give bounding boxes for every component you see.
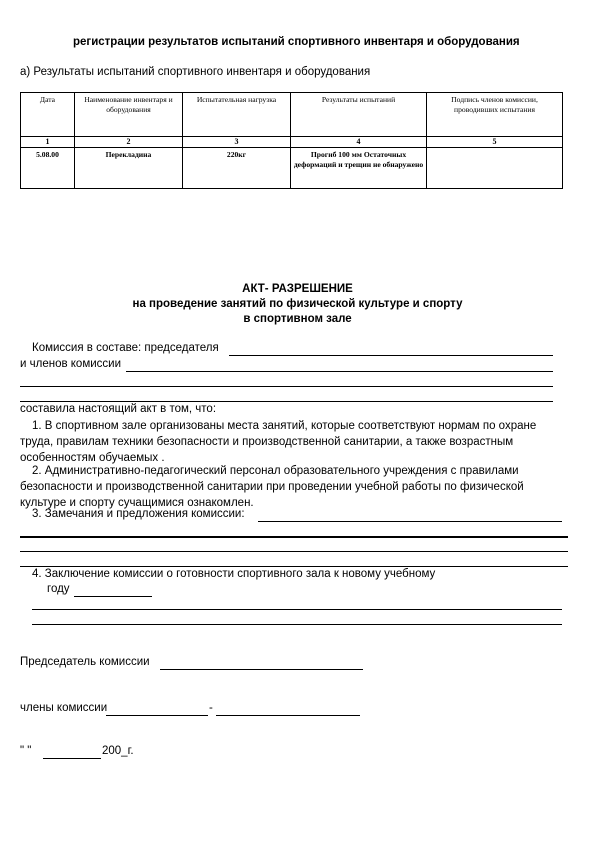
document-title: регистрации результатов испытаний спортивного инвентаря и оборудования xyxy=(73,36,520,48)
remarks-fill-line[interactable] xyxy=(20,551,568,552)
column-header: Испытательная нагрузка xyxy=(183,93,291,137)
column-header: Результаты испытаний xyxy=(291,93,427,137)
cell-date: 5.08.00 xyxy=(21,148,75,189)
item-3-text: 3. Замечания и предложения комиссии: xyxy=(32,508,245,520)
members-fill-line[interactable] xyxy=(126,371,553,372)
members-label: члены комиссии xyxy=(20,702,108,714)
remarks-fill-line[interactable] xyxy=(20,536,568,538)
results-table xyxy=(20,92,563,189)
act-subtitle: на проведение занятий по физической культуре и спорту xyxy=(132,298,463,310)
column-number: 4 xyxy=(291,137,427,148)
cell-item: Перекладина xyxy=(75,148,183,189)
commission-chair-label: Комиссия в составе: председателя xyxy=(32,342,219,354)
chair-fill-line[interactable] xyxy=(229,355,553,356)
chairman-signature-line[interactable] xyxy=(160,669,363,670)
item-2-text: 2. Административно-педагогический персонал образовательного учреждения с правилами безопасности и производственной санитарии при проведении учебной работы по физической культуре и спорту сучащимися ознакомлен. xyxy=(20,465,524,509)
member-signature-line[interactable] xyxy=(106,715,208,716)
column-number: 1 xyxy=(21,137,75,148)
cell-signature xyxy=(427,148,563,189)
item-4-year-label: году xyxy=(47,583,70,595)
column-header: Дата xyxy=(21,93,75,137)
table-header-row xyxy=(21,93,563,137)
column-number: 3 xyxy=(183,137,291,148)
date-fill-line[interactable] xyxy=(43,758,101,759)
column-header: Подпись членов комиссии, проводивших испытания xyxy=(427,93,563,137)
chairman-label: Председатель комиссии xyxy=(20,656,150,668)
date-year: 200_г. xyxy=(102,745,134,757)
column-number: 2 xyxy=(75,137,183,148)
column-header: Наименование инвентаря и оборудования xyxy=(75,93,183,137)
cell-result: Прогиб 100 мм Остаточных деформаций и трещин не обнаружено xyxy=(291,148,427,189)
act-title: АКТ- РАЗРЕШЕНИЕ xyxy=(242,283,353,295)
section-a-heading: а) Результаты испытаний спортивного инвентаря и оборудования xyxy=(20,66,371,78)
composed-text: составила настоящий акт в том, что: xyxy=(20,403,217,415)
year-fill-line[interactable] xyxy=(74,596,152,597)
remarks-fill-line[interactable] xyxy=(20,566,568,567)
column-number: 5 xyxy=(427,137,563,148)
remarks-fill-line[interactable] xyxy=(258,521,562,522)
conclusion-fill-line[interactable] xyxy=(32,609,562,610)
act-subtitle: в спортивном зале xyxy=(243,313,352,325)
table-row xyxy=(21,148,563,189)
commission-members-label: и членов комиссии xyxy=(20,358,122,370)
table-number-row xyxy=(21,137,563,148)
item-4-text: 4. Заключение комиссии о готовности спортивного зала к новому учебному xyxy=(32,568,436,580)
members-fill-line[interactable] xyxy=(20,401,553,402)
conclusion-fill-line[interactable] xyxy=(32,624,562,625)
member-signature-line[interactable] xyxy=(216,715,360,716)
date-quotes: " " xyxy=(20,745,32,757)
members-fill-line[interactable] xyxy=(20,386,553,387)
cell-load: 220кг xyxy=(183,148,291,189)
members-dash: - xyxy=(209,702,213,714)
item-1-text: 1. В спортивном зале организованы места занятий, которые соответствуют нормам по охране труда, правилам техники безопасности и производственной санитарии, а также возрастным особенностям обучаемых . xyxy=(20,420,537,464)
